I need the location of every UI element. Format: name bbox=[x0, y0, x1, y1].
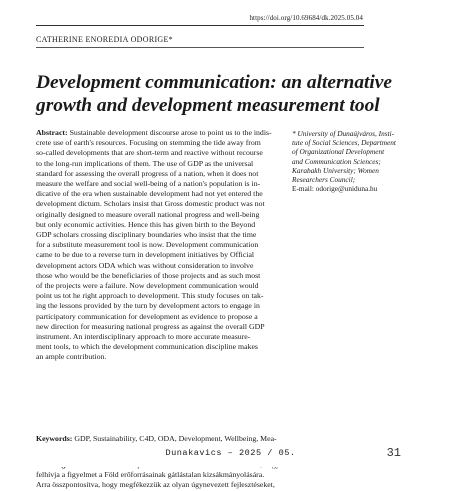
author-rule bbox=[36, 47, 364, 48]
article-title bbox=[36, 71, 393, 117]
abstract-line: development dictum. Scholars insist that Gross domestic product was not bbox=[36, 199, 265, 209]
summary-line: felhívja a figyelmet a Föld erőforrásainak gátlástalan kizsákmányolására. bbox=[36, 470, 265, 480]
abstract-line: so-called developments that are short-term and reactive without recourse bbox=[36, 148, 263, 158]
abstract-line: participatory communication for development as evidence to propose a bbox=[36, 311, 258, 321]
keywords-line bbox=[36, 434, 277, 444]
affiliation-line: of Organizational Development bbox=[292, 147, 385, 157]
header-rule bbox=[36, 25, 364, 26]
abstract-line: instrument. An interdisciplinary approach to more accurate measure- bbox=[36, 332, 251, 342]
affiliation-line: and Communication Sciences; bbox=[292, 156, 381, 166]
journal-issue: Dunakavics – 2025 / 05. bbox=[165, 448, 296, 458]
abstract-label: Abstract: bbox=[36, 128, 68, 137]
abstract-line: dicative of the era when sustainable development had not yet entered the bbox=[36, 189, 263, 199]
author-name: CATHERINE ENOREDIA ODORIGE* bbox=[36, 35, 173, 44]
affiliation-line: tute of Social Sciences, Department bbox=[292, 138, 396, 148]
abstract-line: for a substitute measurement tool is now. Development communication bbox=[36, 240, 259, 250]
abstract-line: development actors ODA which was without consideration to involve bbox=[36, 260, 254, 270]
affiliation-line: Karabakh University; Women bbox=[292, 165, 379, 175]
abstract-line: new direction for measuring national progress as against the overall GDP bbox=[36, 321, 265, 331]
abstract-line bbox=[36, 128, 274, 138]
abstract-line: to the long-run implications of them. The use of GDP as the universal bbox=[36, 158, 254, 168]
keywords-text: GDP, Sustainability, C4D, ODA, Development, Wellbeing, Mea- bbox=[74, 434, 277, 443]
abstract-line: but only economic activities. Hence this has given birth to the Beyond bbox=[36, 219, 256, 229]
affiliation-line: Researchers Council; bbox=[292, 175, 356, 185]
abstract bbox=[36, 128, 274, 363]
doi-link[interactable]: https://doi.org/10.69684/dk.2025.05.04 bbox=[249, 14, 363, 22]
abstract-line: ment tools, to which the development communication discipline makes bbox=[36, 342, 258, 352]
abstract-line: crete use of earth's resources. Focusing on stemming the tide away from bbox=[36, 138, 261, 148]
abstract-line: an ample contribution. bbox=[36, 352, 107, 362]
title-line: Development communication: an alternative bbox=[36, 72, 393, 93]
affiliation-line: * University of Dunaújváros, Insti- bbox=[292, 129, 395, 138]
abstract-line: standard for assessing the overall progress of a nation, when it does not bbox=[36, 168, 259, 178]
abstract-line: those who would be the beneficiaries of those projects and as such most bbox=[36, 270, 261, 280]
abstract-text: Sustainable development discourse arose to point us to the indis- bbox=[69, 128, 272, 137]
page-footer bbox=[0, 447, 461, 467]
keywords-label: Keywords: bbox=[36, 434, 73, 443]
summary-line: Arra összpontosítva, hogy megfékezzük az olyan úgynevezett fejlesztéseket, bbox=[36, 480, 275, 490]
abstract-line: came to be due to a reverse turn in development initiatives by Official bbox=[36, 250, 255, 260]
author-affiliation bbox=[292, 129, 442, 193]
page-number: 31 bbox=[386, 446, 401, 460]
author-email: E-mail: odorige@uniduna.hu bbox=[292, 184, 378, 194]
abstract-line: point us tot he right approach to development. This study focuses on tak- bbox=[36, 291, 264, 301]
abstract-line: measure the welfare and social well-being of a nation's population is in- bbox=[36, 179, 261, 189]
abstract-line: of the projects were a failure. Now development communication would bbox=[36, 281, 259, 291]
abstract-line: GDP scholars crossing disciplinary boundaries who insist that the time bbox=[36, 230, 257, 240]
abstract-line: originally designed to measure overall national progress and well-being bbox=[36, 209, 260, 219]
abstract-line: ing the lessons provided by the turn by development actors to engage in bbox=[36, 301, 260, 311]
title-line: growth and development measurement tool bbox=[36, 95, 380, 116]
